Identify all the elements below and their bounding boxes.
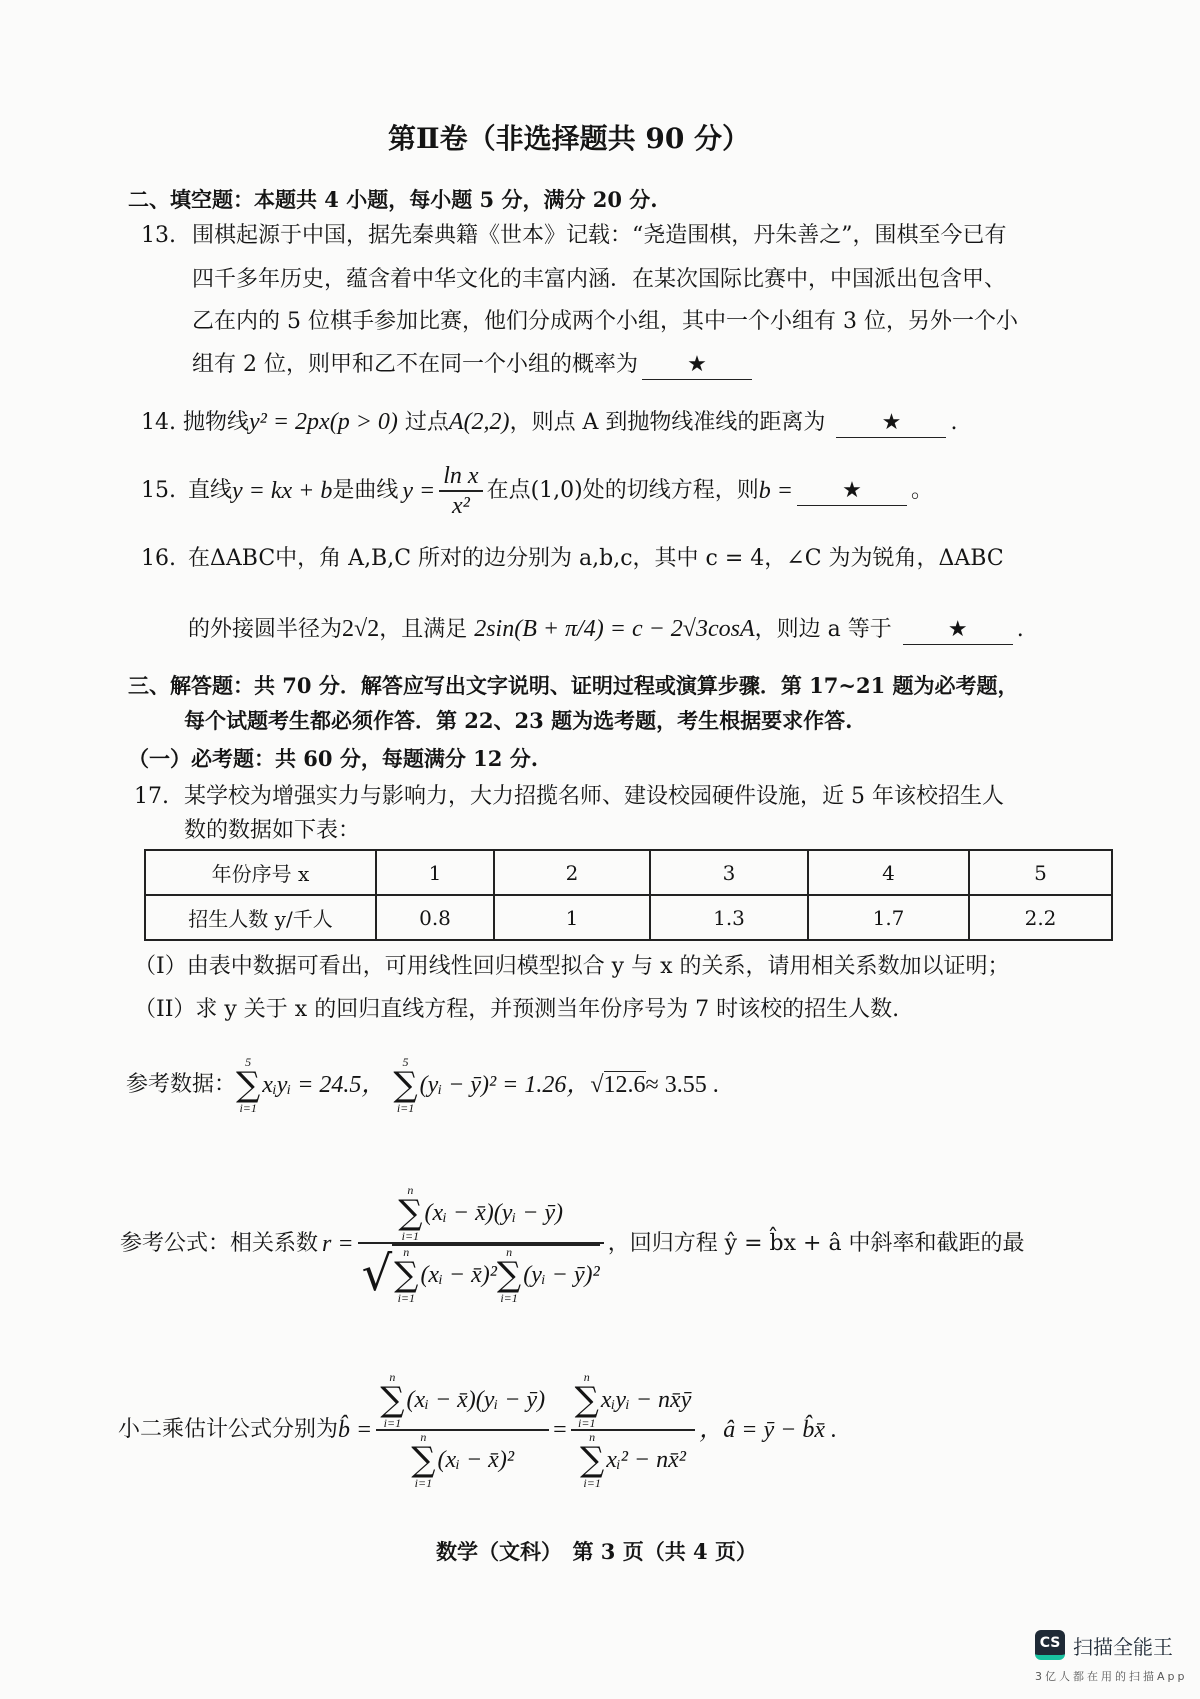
sum-symbol: n ∑ i=1 xyxy=(380,1370,405,1430)
sum-symbol: n ∑ i=1 xyxy=(394,1245,419,1305)
table-cell: 2.2 xyxy=(969,895,1112,940)
page-footer: 数学（文科） 第 3 页（共 4 页） xyxy=(436,1539,757,1564)
sum-symbol: n ∑ i=1 xyxy=(579,1430,605,1490)
least-squares-formula xyxy=(118,1360,837,1500)
table-cell: 2 xyxy=(494,850,650,895)
b-hat-symbol: b̂ = xyxy=(338,1417,373,1443)
q14-answer-blank[interactable] xyxy=(836,409,946,438)
q16-line-1: 在ΔABC中，角 A,B,C 所对的边分别为 a,b,c，其中 c = 4，∠C 为为锐角，ΔABC xyxy=(188,546,1004,571)
q13-line-3: 乙在内的 5 位棋手参加比赛，他们分成两个小组，其中一个小组有 3 位，另外一个小 xyxy=(192,309,1018,334)
regression-equation-text: ，回归方程 ŷ = b̂x + â 中斜率和截距的最 xyxy=(607,1231,1025,1256)
table-cell: 1 xyxy=(494,895,650,940)
q15-pre: 直线 xyxy=(188,478,233,503)
watermark-subtitle: 3亿人都在用的扫描App xyxy=(1035,1670,1188,1683)
section3-line-2: 每个试题考生都必须作答．第 22、23 题为选考题，考生根据要求作答. xyxy=(184,708,853,733)
b-fraction-2 xyxy=(571,1371,696,1489)
q15-numerator: ln x xyxy=(443,463,479,489)
page-title: 第Ⅱ卷（非选择题共 90 分） xyxy=(388,122,751,155)
q15-denominator: x² xyxy=(451,493,470,519)
q15-tangent-line: y = kx + b xyxy=(232,478,333,504)
sqrt-approx: ≈ 3.55 . xyxy=(645,1072,719,1098)
q14-number: 14. xyxy=(141,410,176,435)
r-numerator-expr: (xᵢ − x̄)(yᵢ − ȳ) xyxy=(424,1200,564,1226)
table-row xyxy=(145,850,1112,895)
table-cell: 3 xyxy=(650,850,808,895)
reference-data-label: 参考数据： xyxy=(126,1072,237,1097)
q17-part-1: （I）由表中数据可看出，可用线性回归模型拟合 y 与 x 的关系，请用相关系数加以证明； xyxy=(134,954,1010,979)
b-denominator-2: xᵢ² − nx̄² xyxy=(606,1447,686,1473)
q17-number: 17. xyxy=(134,784,169,809)
sqrt-expression: √12.6 xyxy=(590,1072,646,1098)
b-denominator-1: (xᵢ − x̄)² xyxy=(437,1447,515,1473)
q15-mid: 是曲线 xyxy=(332,478,399,503)
sum-symbol: 5 ∑ i=1 xyxy=(393,1055,418,1115)
scanner-watermark xyxy=(1035,1630,1173,1660)
q14-end: . xyxy=(950,410,958,435)
q16-line-2-post: ，则边 a 等于 xyxy=(754,617,892,642)
r-numerator xyxy=(394,1184,567,1242)
equals-sign: = xyxy=(553,1417,567,1443)
q17-line-1: 某学校为增强实力与影响力，大力招揽名师、建设校园硬件设施，近 5 年该校招生人 xyxy=(184,784,1004,809)
q13-line-4-text: 组有 2 位，则甲和乙不在同一个小组的概率为 xyxy=(192,352,638,377)
section2-heading: 二、填空题：本题共 4 小题，每小题 5 分，满分 20 分. xyxy=(128,187,658,212)
table-cell: 1 xyxy=(376,850,494,895)
q13-answer-blank[interactable] xyxy=(642,351,752,380)
table-cell: 4 xyxy=(808,850,969,895)
section3-line-1: 三、解答题：共 70 分．解答应写出文字说明、证明过程或演算步骤．第 17~21 题为必考题， xyxy=(128,673,1019,698)
table-row-header: 招生人数 y/千人 xyxy=(145,895,376,940)
q15 xyxy=(141,463,933,519)
q14-parabola-equation: y² = 2px(p > 0) xyxy=(249,409,398,435)
q17-line-2: 数的数据如下表： xyxy=(184,818,361,843)
sqrt-argument: 12.6 xyxy=(603,1072,646,1098)
enrollment-table xyxy=(144,849,1113,941)
r-symbol: r = xyxy=(322,1231,354,1257)
r-denominator: √ n ∑ i=1 (xᵢ − x̄)² n ∑ i=1 (yᵢ − ȳ)² xyxy=(361,1245,600,1305)
q16-line-2-pre: 的外接圆半径为 xyxy=(188,617,343,642)
table-cell: 5 xyxy=(969,850,1112,895)
star-icon: ★ xyxy=(881,410,902,435)
sum-y-variance-value: (yᵢ − ȳ)² = 1.26， xyxy=(419,1072,591,1098)
star-icon: ★ xyxy=(947,617,968,642)
q15-fraction xyxy=(439,462,482,520)
reference-data xyxy=(126,1050,719,1120)
correlation-formula xyxy=(120,1164,1025,1324)
q16-line-2-mid: ，且满足 xyxy=(379,617,468,642)
q13-number: 13. xyxy=(141,223,176,248)
table-cell: 1.3 xyxy=(650,895,808,940)
q17-part-2: （II）求 y 关于 x 的回归直线方程，并预测当年份序号为 7 时该校的招生人数. xyxy=(134,997,900,1022)
r-denominator-x: (xᵢ − x̄)² xyxy=(420,1262,497,1288)
r-fraction xyxy=(358,1184,604,1304)
q14-post: ，则点 A 到抛物线准线的距离为 xyxy=(509,410,826,435)
q15-number: 15. xyxy=(141,478,176,503)
q15-end: 。 xyxy=(910,478,933,503)
star-icon: ★ xyxy=(842,477,862,503)
q16-equation: 2sin(B + π/4) = c − 2√3cosA xyxy=(474,616,755,642)
q13-line-2: 四千多年历史，蕴含着中华文化的丰富内涵．在某次国际比赛中，中国派出包含甲、 xyxy=(192,267,1007,292)
sum-lower: i=1 xyxy=(239,1101,257,1115)
camscanner-logo-icon: CS xyxy=(1035,1630,1065,1660)
table-row xyxy=(145,895,1112,940)
q15-b: b = xyxy=(758,478,793,504)
b-numerator-1: (xᵢ − x̄)(yᵢ − ȳ) xyxy=(406,1387,546,1413)
q14-point: A(2,2) xyxy=(448,409,510,435)
q14 xyxy=(141,408,957,438)
b-fraction-1 xyxy=(376,1371,549,1489)
q15-answer-blank[interactable] xyxy=(797,477,907,506)
q13-line-4 xyxy=(192,351,756,380)
sum-symbol: n ∑ i=1 xyxy=(574,1370,599,1430)
b-numerator-2: xᵢyᵢ − nx̄ȳ xyxy=(600,1387,692,1413)
q16-line-2 xyxy=(188,615,1024,645)
least-squares-label: 小二乘估计公式分别为 xyxy=(118,1417,339,1442)
sum-symbol: 5 ∑ i=1 xyxy=(236,1055,261,1115)
sum-symbol: n ∑ i=1 xyxy=(398,1183,423,1243)
r-denominator-y: (yᵢ − ȳ)² xyxy=(523,1262,600,1288)
table-cell: 1.7 xyxy=(808,895,969,940)
table-row-header: 年份序号 x xyxy=(145,850,376,895)
q13-line-1: 围棋起源于中国，据先秦典籍《世本》记载：“尧造围棋，丹朱善之”，围棋至今已有 xyxy=(192,223,1007,248)
reference-formula-label: 参考公式：相关系数 xyxy=(120,1231,319,1256)
q14-mid: 过点 xyxy=(404,410,449,435)
q15-post: 在点(1,0)处的切线方程，则 xyxy=(486,478,759,503)
watermark-name: 扫描全能王 xyxy=(1073,1634,1173,1659)
q16-answer-blank[interactable] xyxy=(903,616,1013,645)
sum-lower: i=1 xyxy=(396,1101,415,1115)
sum-symbol: n ∑ i=1 xyxy=(411,1430,436,1490)
q16-number: 16. xyxy=(141,546,176,571)
q16-end: . xyxy=(1016,617,1024,642)
sum-upper: 5 xyxy=(402,1055,409,1069)
sum-symbol: n ∑ i=1 xyxy=(496,1245,522,1305)
q15-y: y = xyxy=(402,478,436,504)
part1-heading: （一）必考题：共 60 分，每题满分 12 分. xyxy=(128,746,539,771)
star-icon: ★ xyxy=(687,352,707,377)
q14-pre: 抛物线 xyxy=(183,410,250,435)
sum-xy-value: xᵢyᵢ = 24.5， xyxy=(262,1072,386,1098)
table-cell: 0.8 xyxy=(376,895,494,940)
q16-radius: 2√2 xyxy=(342,616,380,642)
a-hat-formula: ，â = ȳ − b̂x̄ . xyxy=(699,1417,837,1443)
sum-upper: 5 xyxy=(245,1055,252,1069)
